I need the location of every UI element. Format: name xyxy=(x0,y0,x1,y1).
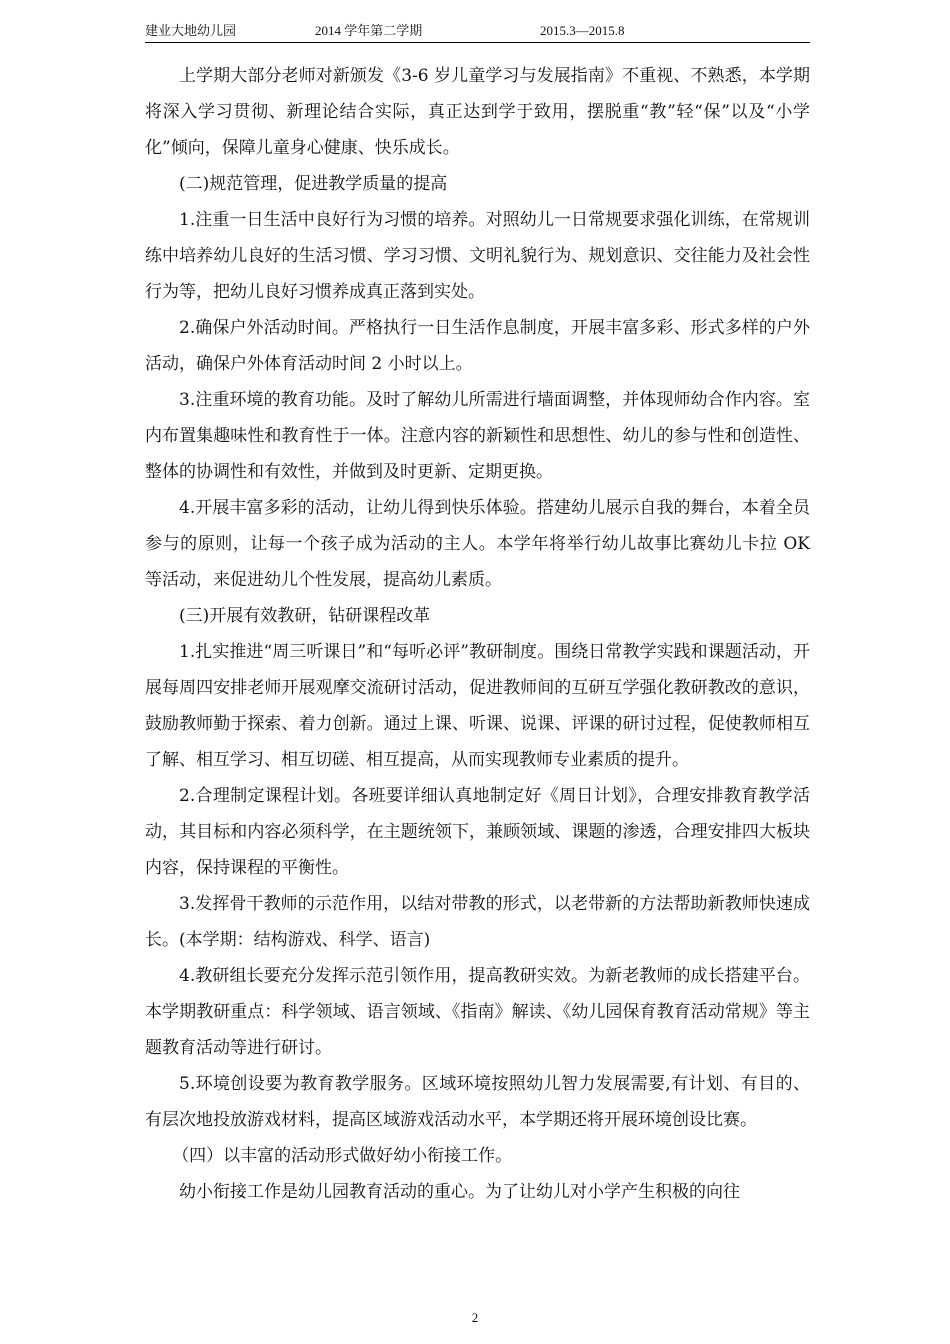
paragraph: 3.注重环境的教育功能。及时了解幼儿所需进行墙面调整，并体现师幼合作内容。室内布置集趣味性和教育性于一体。注意内容的新颖性和思想性、幼儿的参与性和创造性、整体的协调性和有效性，并做到及时更新、定期更换。 xyxy=(145,390,810,482)
section-heading: (三)开展有效教研，钻研课程改革 xyxy=(179,606,431,626)
paragraph: 幼小衔接工作是幼儿园教育活动的重心。为了让幼儿对小学产生积极的向往 xyxy=(179,1182,740,1202)
paragraph: 2.合理制定课程计划。各班要详细认真地制定好《周日计划》，合理安排教育教学活动，其目标和内容必须科学，在主题统领下，兼顾领域、课题的渗透，合理安排四大板块内容，保持课程的平衡性。 xyxy=(145,786,810,878)
page-number: 2 xyxy=(471,1310,479,1325)
section-heading: (二)规范管理，促进教学质量的提高 xyxy=(179,174,448,194)
document-body xyxy=(145,58,810,1210)
page-header xyxy=(145,20,810,43)
paragraph: 1.注重一日生活中良好行为习惯的培养。对照幼儿一日常规要求强化训练，在常规训练中培养幼儿良好的生活习惯、学习习惯、文明礼貌行为、规划意识、交往能力及社会性行为等，把幼儿良好习惯养成真正落到实处。 xyxy=(145,210,810,302)
paragraph: 5.环境创设要为教育教学服务。区域环境按照幼儿智力发展需要,有计划、有目的、有层次地投放游戏材料，提高区域游戏活动水平，本学期还将开展环境创设比赛。 xyxy=(145,1074,810,1130)
header-date-range: 2015.3—2015.8 xyxy=(540,23,625,38)
paragraph: 上学期大部分老师对新颁发《3-6 岁儿童学习与发展指南》不重视、不熟悉，本学期将深入学习贯彻、新理论结合实际，真正达到学于致用，摆脱重“教”轻“保”以及“小学化”倾向，保障儿童身心健康、快乐成长。 xyxy=(145,66,810,158)
paragraph: 1.扎实推进“周三听课日”和“每听必评”教研制度。围绕日常教学实践和课题活动，开展每周四安排老师开展观摩交流研讨活动，促进教师间的互研互学强化教研教改的意识，鼓励教师勤于探索、着力创新。通过上课、听课、说课、评课的研讨过程，促使教师相互了解、相互学习、相互切磋、相互提高，从而实现教师专业素质的提升。 xyxy=(145,642,810,770)
paragraph: 2.确保户外活动时间。严格执行一日生活作息制度，开展丰富多彩、形式多样的户外活动，确保户外体育活动时间 2 小时以上。 xyxy=(145,318,810,374)
section-heading: （四）以丰富的活动形式做好幼小衔接工作。 xyxy=(172,1146,513,1166)
header-term: 2014 学年第二学期 xyxy=(315,23,423,38)
header-school-name: 建业大地幼儿园 xyxy=(145,23,237,38)
paragraph: 3.发挥骨干教师的示范作用，以结对带教的形式，以老带新的方法帮助新教师快速成长。(本学期：结构游戏、科学、语言) xyxy=(145,894,810,950)
paragraph: 4.教研组长要充分发挥示范引领作用，提高教研实效。为新老教师的成长搭建平台。本学期教研重点：科学领域、语言领域、《指南》解读、《幼儿园保育教育活动常规》等主题教育活动等进行研讨。 xyxy=(145,966,810,1058)
paragraph: 4.开展丰富多彩的活动，让幼儿得到快乐体验。搭建幼儿展示自我的舞台，本着全员参与的原则，让每一个孩子成为活动的主人。本学年将举行幼儿故事比赛幼儿卡拉 OK 等活动，来促进幼儿个性发展，提高幼儿素质。 xyxy=(145,498,810,590)
